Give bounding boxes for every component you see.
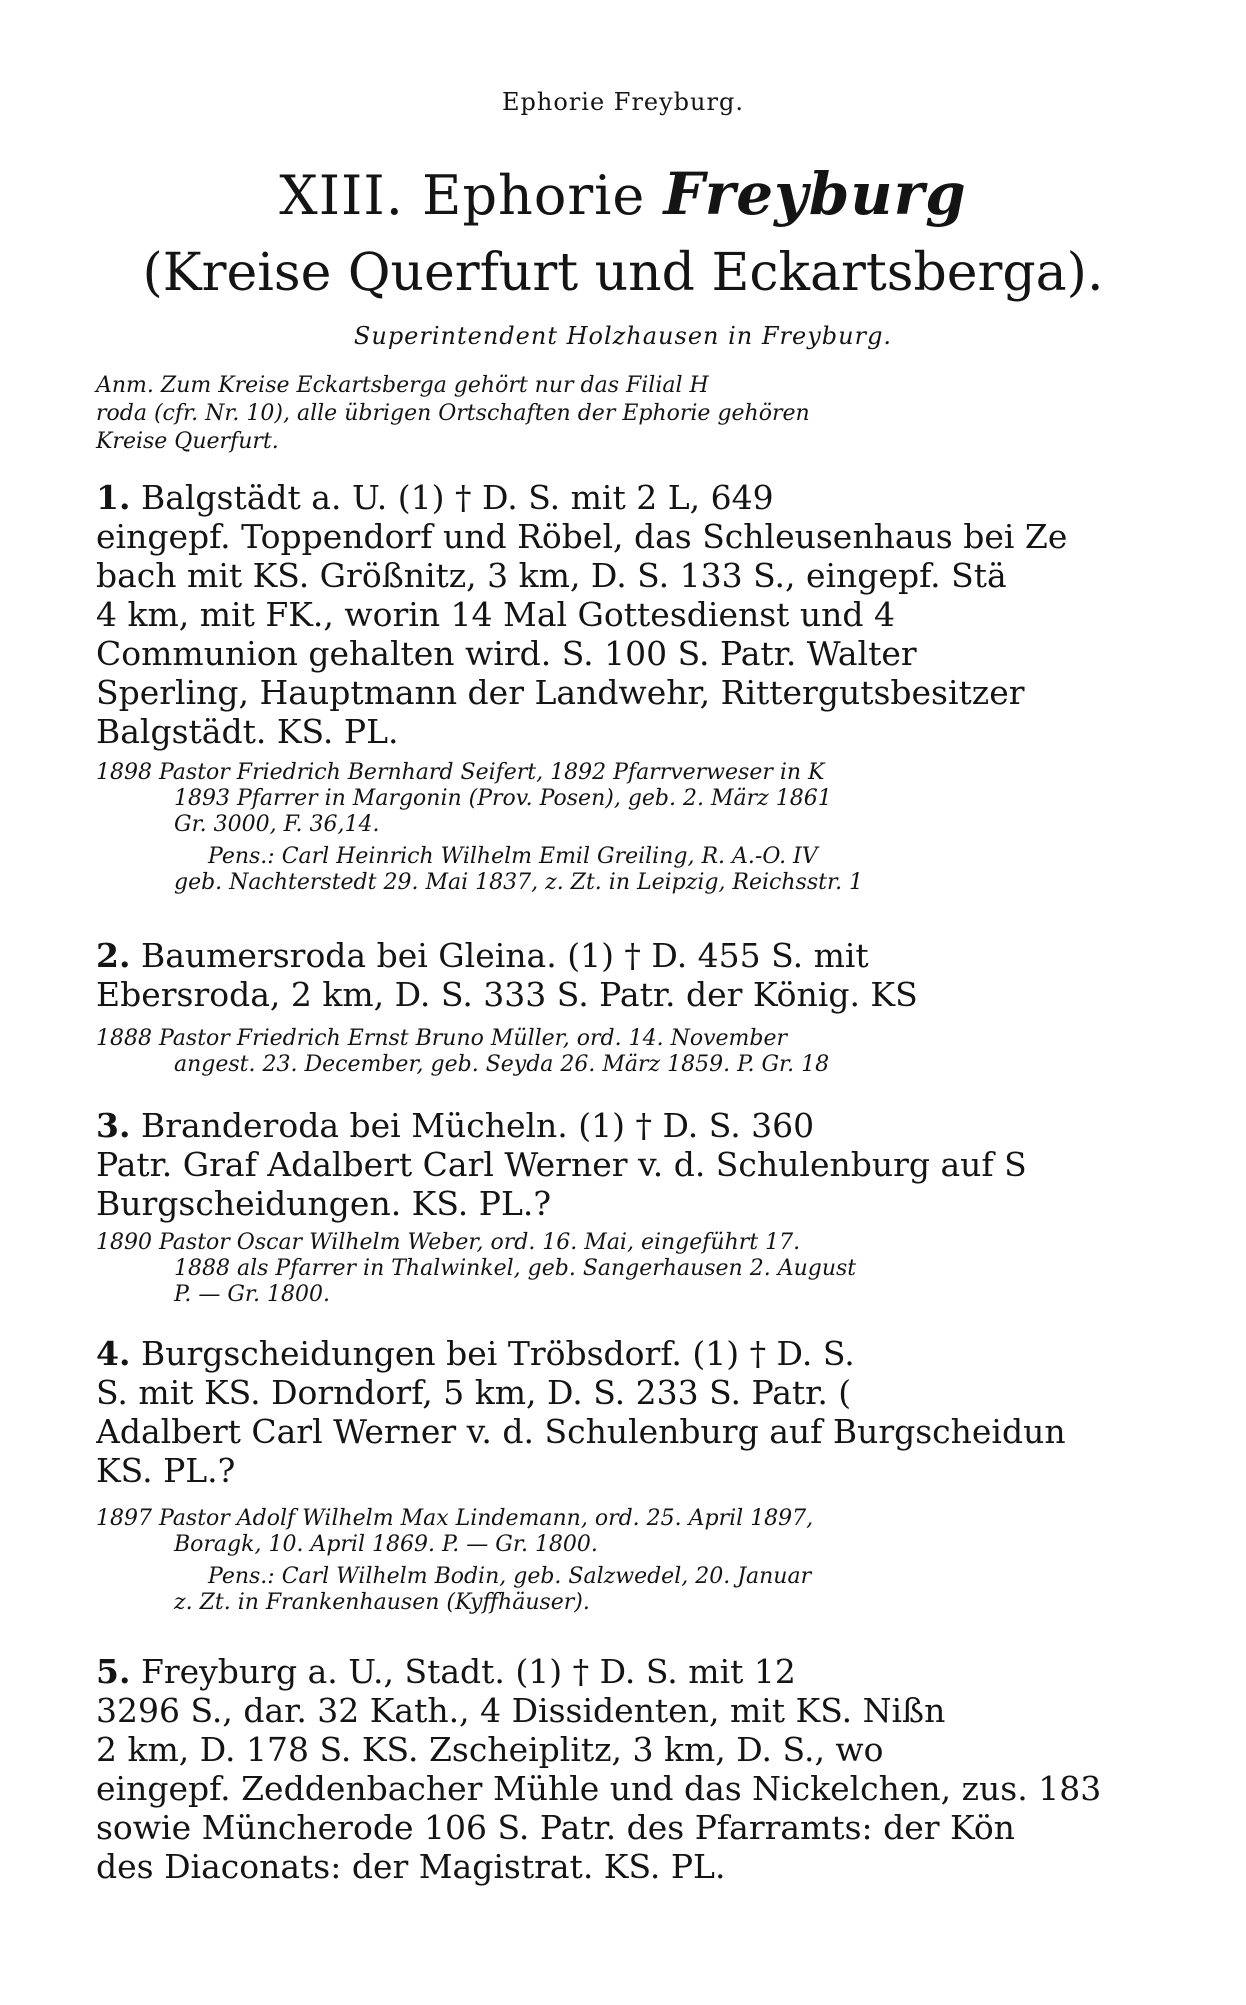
pastor-line: Boragk, 10. April 1869. P. — Gr. 1800. (174, 1532, 598, 1557)
pastor-record-2 (96, 1026, 1211, 1078)
note-line: Kreise Querfurt. (96, 429, 279, 454)
entry-text: Branderoda bei Mücheln. (1) † D. S. 360 (140, 1106, 815, 1145)
entry-line: Patr. Graf Adalbert Carl Werner v. d. Schulenburg auf S (96, 1145, 1027, 1184)
entry-line: Ebersroda, 2 km, D. S. 333 S. Patr. der König. KS (96, 975, 918, 1014)
pastor-line: P. — Gr. 1800. (174, 1282, 330, 1307)
pastor-line: 1897 Pastor Adolf Wilhelm Max Lindemann, ord. 25. April 1897, (96, 1506, 814, 1531)
parish-entry-4 (96, 1334, 1211, 1490)
parish-entry-5 (96, 1652, 1211, 1886)
pastor-line: Gr. 3000, F. 36,14. (174, 812, 380, 837)
pastor-line: 1888 Pastor Friedrich Ernst Bruno Müller, ord. 14. November (96, 1026, 787, 1051)
pastor-line: 1888 als Pfarrer in Thalwinkel, geb. Sangerhausen 2. August (174, 1256, 857, 1281)
entry-text: Burgscheidungen bei Tröbsdorf. (1) † D. S. (140, 1334, 855, 1373)
entry-line: eingepf. Toppendorf und Röbel, das Schleusenhaus bei Ze (96, 517, 1068, 556)
entry-number: 5. (96, 1652, 131, 1691)
entry-line: Sperling, Hauptmann der Landwehr, Rittergutsbesitzer (96, 673, 1025, 712)
entry-line: Balgstädt. KS. PL. (96, 712, 399, 751)
pension-line: Pens.: Carl Heinrich Wilhelm Emil Greiling, R. A.-O. IV (208, 844, 818, 869)
entry-line: 3296 S., dar. 32 Kath., 4 Dissidenten, mit KS. Nißn (96, 1691, 946, 1730)
pension-line: geb. Nachterstedt 29. Mai 1837, z. Zt. in Leipzig, Reichsstr. 1 (174, 870, 864, 895)
entry-line (96, 478, 1211, 517)
entry-line (96, 1334, 1211, 1373)
chapter-title-name: Freyburg (663, 160, 967, 228)
entry-text: Freyburg a. U., Stadt. (1) † D. S. mit 12 (140, 1652, 796, 1691)
chapter-subtitle: (Kreise Querfurt und Eckartsberga). (142, 243, 1104, 303)
parish-entry-2 (96, 936, 1211, 1014)
chapter-title (0, 160, 1246, 228)
parish-entry-3 (96, 1106, 1211, 1223)
entry-number: 3. (96, 1106, 131, 1145)
pastor-record-4 (96, 1506, 1211, 1616)
entry-line: des Diaconats: der Magistrat. KS. PL. (96, 1847, 726, 1886)
entry-line: Burgscheidungen. KS. PL.? (96, 1184, 552, 1223)
pastor-line: 1893 Pfarrer in Margonin (Prov. Posen), geb. 2. März 1861 (174, 786, 832, 811)
entry-number: 4. (96, 1334, 131, 1373)
entry-line (96, 1106, 1211, 1145)
pastor-record-3 (96, 1230, 1211, 1308)
entry-line: Communion gehalten wird. S. 100 S. Patr. Walter (96, 634, 917, 673)
pension-line: Pens.: Carl Wilhelm Bodin, geb. Salzwedel, 20. Januar (208, 1564, 812, 1589)
note-line: roda (cfr. Nr. 10), alle übrigen Ortschaften der Ephorie gehören (96, 401, 810, 426)
entry-line: Adalbert Carl Werner v. d. Schulenburg auf Burgscheidun (96, 1412, 1066, 1451)
entry-number: 1. (96, 478, 131, 517)
pastor-record-1 (96, 760, 1211, 896)
note-line: Anm. Zum Kreise Eckartsberga gehört nur das Filial H (96, 373, 709, 398)
pastor-line: 1890 Pastor Oscar Wilhelm Weber, ord. 16. Mai, eingeführt 17. (96, 1230, 801, 1255)
entry-line: S. mit KS. Dorndorf, 5 km, D. S. 233 S. Patr. ( (96, 1373, 852, 1412)
entry-line: sowie Müncherode 106 S. Patr. des Pfarramts: der Kön (96, 1808, 1015, 1847)
pastor-line: 1898 Pastor Friedrich Bernhard Seifert, 1892 Pfarrverweser in K (96, 760, 825, 785)
entry-text: Baumersroda bei Gleina. (1) † D. 455 S. mit (140, 936, 869, 975)
superintendent-line: Superintendent Holzhausen in Freyburg. (353, 322, 893, 350)
entry-line: KS. PL.? (96, 1451, 236, 1490)
entry-line: 2 km, D. 178 S. KS. Zscheiplitz, 3 km, D. S., wo (96, 1730, 884, 1769)
entry-line: 4 km, mit FK., worin 14 Mal Gottesdienst und 4 (96, 595, 896, 634)
entry-number: 2. (96, 936, 131, 975)
entry-line (96, 936, 1211, 975)
entry-line (96, 1652, 1211, 1691)
entry-line: bach mit KS. Größnitz, 3 km, D. S. 133 S., eingepf. Stä (96, 556, 1007, 595)
parish-entry-1 (96, 478, 1211, 751)
entry-line: eingepf. Zeddenbacher Mühle und das Nickelchen, zus. 183 (96, 1769, 1102, 1808)
pension-line: z. Zt. in Frankenhausen (Kyffhäuser). (174, 1590, 590, 1615)
entry-text: Balgstädt a. U. (1) † D. S. mit 2 L, 649 (140, 478, 774, 517)
running-header: Ephorie Freyburg. (502, 88, 744, 116)
pastor-line: angest. 23. December, geb. Seyda 26. März 1859. P. Gr. 18 (174, 1052, 830, 1077)
chapter-title-prefix: XIII. Ephorie (279, 164, 646, 227)
annotation-note (96, 372, 1216, 456)
